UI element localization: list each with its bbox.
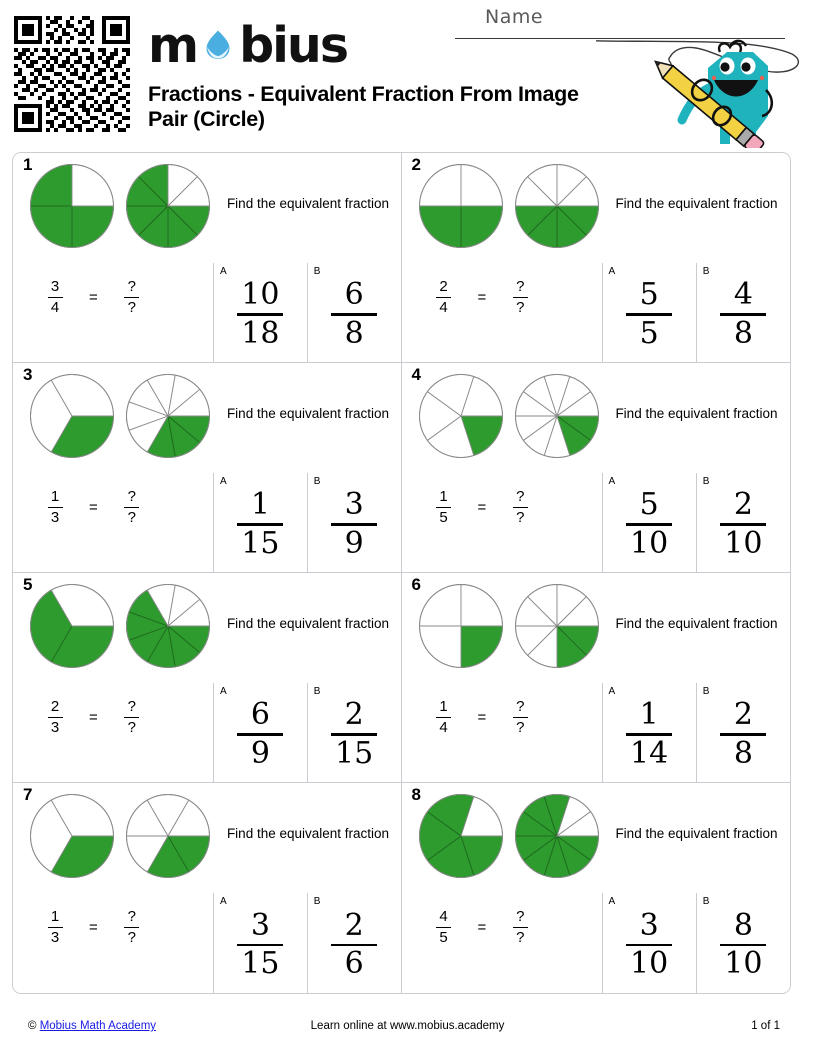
answer-option-b[interactable] [308,263,401,362]
page-number: 1 of 1 [751,1020,780,1032]
answer-option-b[interactable] [697,473,790,572]
answer-option-a[interactable] [603,893,697,993]
answer-denominator: 10 [724,525,763,561]
equals-sign: = [89,289,98,306]
answer-option-b[interactable] [308,683,401,782]
fraction-numerator: 1 [439,698,448,715]
answer-numerator: 3 [639,907,659,943]
given-fraction [436,909,452,946]
answer-numerator: 4 [733,277,753,313]
question-number: 1 [23,155,33,174]
question-answer-row [402,473,791,572]
answer-numerator: 1 [639,697,659,733]
answer-numerator: 5 [639,487,659,523]
copyright-symbol: © [28,1020,37,1032]
answer-denominator: 15 [241,946,280,982]
equation [436,909,529,946]
fraction-numerator: 2 [50,698,60,715]
answer-option-b[interactable] [308,893,401,993]
answer-option-letter: A [608,476,616,487]
answer-numerator: 6 [250,697,270,733]
equation [436,489,529,526]
circle-pair [418,373,600,464]
question-visual-row [402,783,791,893]
equation [47,489,140,526]
answer-option-a[interactable] [214,893,308,993]
fraction-numerator: ? [516,698,525,715]
answer-option-a[interactable] [603,473,697,572]
fraction-numerator: 4 [439,908,448,925]
right-fraction-circle [514,163,600,254]
answer-options [213,683,401,782]
left-fraction-circle [29,373,115,464]
answer-denominator: 9 [344,525,364,561]
fraction-bar [124,297,139,298]
equation [47,909,140,946]
equation [436,699,529,736]
equation [436,279,529,316]
answer-option-a[interactable] [603,263,697,362]
answer-denominator: 10 [630,946,669,982]
fraction-bar [48,717,63,718]
answer-numerator: 2 [733,487,753,523]
answer-numerator: 2 [733,697,753,733]
answer-denominator: 8 [344,315,364,351]
equals-sign: = [89,499,98,516]
fraction-denominator: ? [516,299,525,316]
fraction-numerator: ? [516,908,525,925]
fraction-numerator: ? [127,908,136,925]
equals-sign: = [477,499,487,516]
answer-option-a[interactable] [214,473,308,572]
circle-pair [29,373,211,464]
question-answer-row [13,893,401,993]
fraction-bar [48,927,63,928]
question-number: 5 [23,575,33,594]
left-fraction-circle [418,163,504,254]
unknown-fraction [512,699,528,736]
answer-option-letter: B [313,266,321,277]
mobius-math-academy-link[interactable]: Mobius Math Academy [39,1020,157,1032]
question-visual-row [402,363,791,473]
left-fraction-circle [418,583,504,674]
fraction-numerator: 2 [439,278,448,295]
question-number: 4 [411,365,421,384]
answer-option-letter: A [220,896,227,907]
question-visual-row [13,783,401,893]
question-number: 7 [23,785,33,804]
qr-code-icon [14,16,130,132]
monster-with-pencil-mascot [596,16,806,148]
answer-option-letter: A [608,686,616,697]
question-cell [13,153,402,363]
answer-numerator: 8 [733,907,753,943]
question-prompt: Find the equivalent fraction [615,826,778,841]
question-prompt: Find the equivalent fraction [615,616,778,631]
answer-numerator: 3 [344,487,364,523]
fraction-denominator: ? [127,299,136,316]
right-fraction-circle [514,793,600,884]
fraction-denominator: ? [516,509,525,526]
mobius-o-droplet-icon [198,26,238,66]
answer-numerator: 5 [639,277,659,313]
answer-options [602,473,791,572]
unknown-fraction [124,489,140,526]
answer-option-letter: A [608,266,616,277]
circle-pair [29,163,211,254]
question-answer-row [13,683,401,782]
fraction-numerator: ? [127,698,136,715]
answer-options [602,683,791,782]
right-fraction-circle [125,793,211,884]
question-cell [402,153,791,363]
circle-pair [418,793,600,884]
unknown-fraction [124,909,140,946]
fraction-numerator: 3 [50,278,60,295]
answer-numerator: 2 [344,697,364,733]
fraction-denominator: 4 [50,299,60,316]
answer-numerator: 10 [241,277,280,313]
question-answer-row [402,263,791,362]
answer-denominator: 10 [724,946,763,982]
answer-options [213,263,401,362]
logo-text-after: bius [239,17,347,74]
fraction-denominator: 5 [439,929,448,946]
answer-denominator: 14 [630,735,669,771]
given-fraction [47,909,63,946]
question-visual-row [13,363,401,473]
right-fraction-circle [125,373,211,464]
given-fraction [47,489,63,526]
answer-option-a[interactable] [214,263,308,362]
equals-sign: = [89,709,98,726]
answer-denominator: 8 [733,735,753,771]
footer-center-text: Learn online at www.mobius.academy [310,1020,505,1032]
answer-option-b[interactable] [697,263,790,362]
equals-sign: = [477,709,487,726]
answer-option-letter: B [702,476,710,487]
question-cell [402,363,791,573]
right-fraction-circle [514,373,600,464]
name-label: Name [485,6,544,28]
circle-pair [418,583,600,674]
answer-option-b[interactable] [308,473,401,572]
answer-options [602,263,791,362]
question-prompt: Find the equivalent fraction [226,196,390,211]
answer-option-letter: B [702,896,710,907]
right-fraction-circle [514,583,600,674]
question-number: 2 [411,155,421,174]
fraction-denominator: 3 [50,929,60,946]
fraction-numerator: ? [127,488,136,505]
fraction-bar [513,297,528,298]
question-prompt: Find the equivalent fraction [226,826,390,841]
right-fraction-circle [125,163,211,254]
equation [47,279,140,316]
left-fraction-circle [29,163,115,254]
answer-option-letter: B [702,686,710,697]
question-visual-row [402,573,791,683]
answer-denominator: 5 [639,315,659,351]
left-fraction-circle [418,373,504,464]
left-fraction-circle [418,793,504,884]
question-cell [402,573,791,783]
circle-pair [29,793,211,884]
fraction-denominator: 3 [50,719,60,736]
fraction-bar [513,927,528,928]
question-cell [13,363,402,573]
question-prompt: Find the equivalent fraction [226,406,390,421]
unknown-fraction [512,489,528,526]
fraction-denominator: ? [516,719,525,736]
question-prompt: Find the equivalent fraction [226,616,390,631]
fraction-denominator: ? [127,719,136,736]
fraction-bar [436,717,451,718]
left-fraction-circle [29,583,115,674]
given-fraction [436,699,452,736]
answer-option-letter: A [220,266,227,277]
answer-option-letter: A [220,686,227,697]
unknown-fraction [124,279,140,316]
equals-sign: = [477,289,487,306]
question-answer-row [402,683,791,782]
answer-options [213,473,401,572]
fraction-bar [513,717,528,718]
answer-denominator: 18 [241,315,280,351]
given-fraction [436,279,452,316]
answer-options [213,893,401,993]
answer-option-letter: A [608,896,616,907]
question-answer-row [402,893,791,993]
logo-text-before: m [148,17,198,74]
answer-denominator: 15 [335,735,374,771]
answer-denominator: 6 [344,946,364,982]
answer-option-letter: B [313,476,321,487]
answer-option-a[interactable] [603,683,697,782]
answer-denominator: 10 [630,525,669,561]
question-prompt: Find the equivalent fraction [615,196,778,211]
answer-option-letter: B [313,686,321,697]
circle-pair [418,163,600,254]
question-cell [13,783,402,993]
question-visual-row [13,573,401,683]
fraction-bar [124,927,139,928]
answer-numerator: 1 [250,487,270,523]
given-fraction [436,489,452,526]
answer-numerator: 6 [344,277,364,313]
right-fraction-circle [125,583,211,674]
fraction-bar [513,507,528,508]
equation [47,699,140,736]
question-visual-row [402,153,791,263]
fraction-numerator: ? [516,278,525,295]
given-fraction [47,699,63,736]
fraction-numerator: 1 [439,488,448,505]
fraction-bar [124,507,139,508]
page-header [0,0,815,145]
unknown-fraction [124,699,140,736]
question-number: 8 [411,785,421,804]
question-answer-row [13,473,401,572]
equals-sign: = [89,919,98,936]
answer-denominator: 9 [250,735,270,771]
question-number: 3 [23,365,33,384]
equals-sign: = [477,919,487,936]
fraction-denominator: 4 [439,719,448,736]
question-cell [13,573,402,783]
circle-pair [29,583,211,674]
unknown-fraction [512,909,528,946]
fraction-denominator: 4 [439,299,448,316]
fraction-denominator: ? [516,929,525,946]
given-fraction [47,279,63,316]
answer-options [602,893,791,993]
fraction-bar [124,717,139,718]
fraction-numerator: 1 [50,908,60,925]
fraction-bar [436,507,451,508]
left-fraction-circle [29,793,115,884]
fraction-bar [436,297,451,298]
fraction-bar [48,507,63,508]
footer-copyright [28,1020,156,1032]
question-answer-row [13,263,401,362]
fraction-numerator: 1 [50,488,60,505]
unknown-fraction [512,279,528,316]
answer-option-b[interactable] [697,893,790,993]
fraction-bar [48,297,63,298]
fraction-bar [436,927,451,928]
answer-option-letter: A [220,476,227,487]
question-prompt: Find the equivalent fraction [615,406,778,421]
fraction-denominator: ? [127,929,136,946]
answer-denominator: 15 [241,525,280,561]
answer-numerator: 2 [344,907,364,943]
fraction-denominator: 5 [439,509,448,526]
answer-numerator: 3 [250,907,270,943]
page-footer [0,1020,815,1038]
fraction-denominator: ? [127,509,136,526]
question-visual-row [13,153,401,263]
answer-option-a[interactable] [214,683,308,782]
fraction-numerator: ? [127,278,136,295]
answer-option-letter: B [702,266,710,277]
fraction-denominator: 3 [50,509,60,526]
answer-option-letter: B [313,896,321,907]
answer-denominator: 8 [733,315,753,351]
page-title: Fractions - Equivalent Fraction From Image Pair (Circle) [148,82,579,131]
fraction-numerator: ? [516,488,525,505]
answer-option-b[interactable] [697,683,790,782]
questions-grid [12,152,791,994]
question-cell [402,783,791,993]
question-number: 6 [411,575,421,594]
